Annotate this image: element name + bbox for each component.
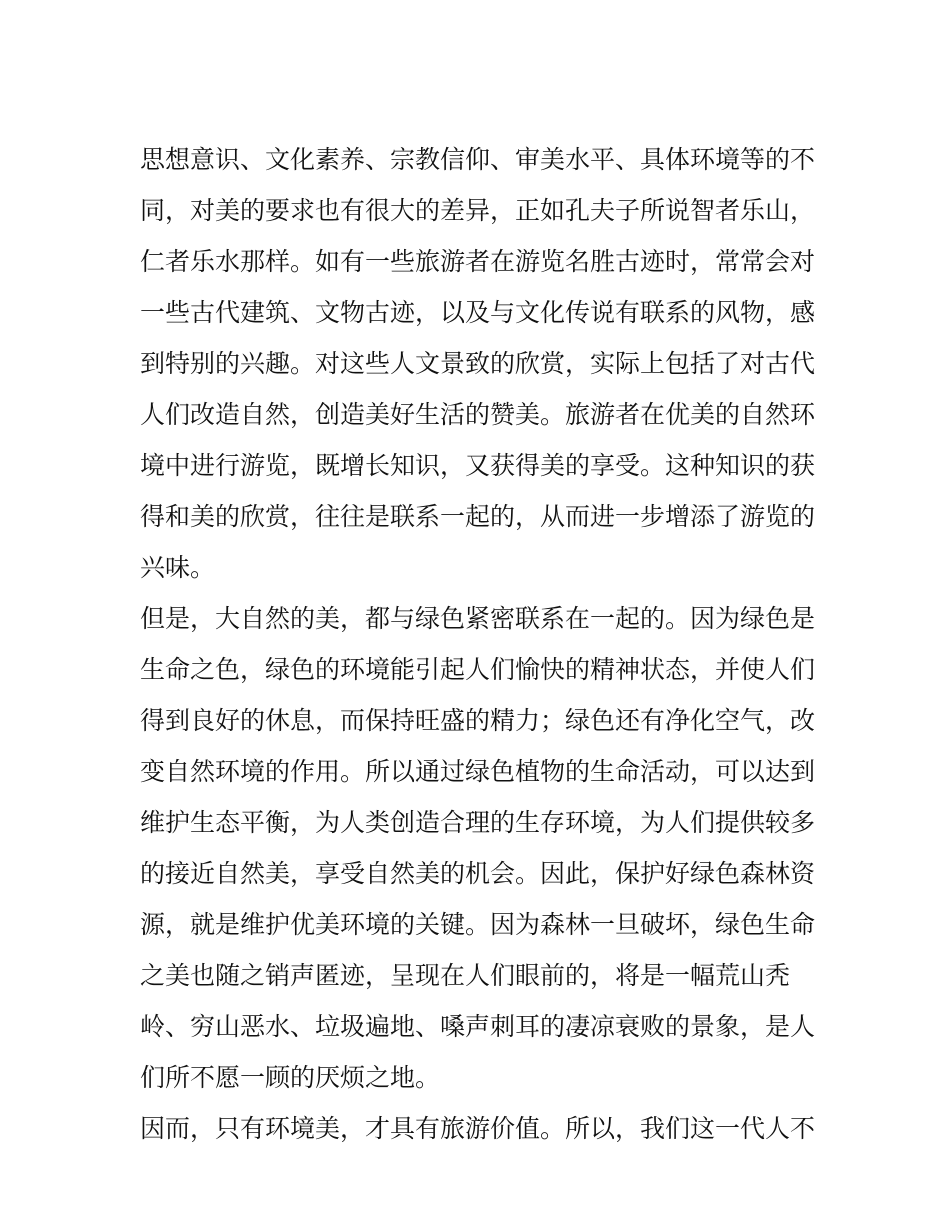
text-line: 兴味。	[140, 553, 216, 582]
text-line: 境中进行游览，既增长知识，又获得美的享受。这种知识的获	[140, 451, 816, 480]
text-line: 人们改造自然，创造美好生活的赞美。旅游者在优美的自然环	[140, 400, 816, 429]
text-line: 思想意识、文化素养、宗教信仰、审美水平、具体环境等的不	[140, 145, 816, 174]
text-line: 们所不愿一顾的厌烦之地。	[140, 1063, 441, 1092]
text-line: 维护生态平衡，为人类创造合理的生存环境，为人们提供较多	[140, 808, 816, 837]
text-line: 的接近自然美，享受自然美的机会。因此，保护好绿色森林资	[140, 859, 816, 888]
text-line: 因而，只有环境美，才具有旅游价值。所以，我们这一代人不	[140, 1114, 816, 1143]
text-line: 得到良好的休息，而保持旺盛的精力；绿色还有净化空气，改	[140, 706, 816, 735]
text-line: 仁者乐水那样。如有一些旅游者在游览名胜古迹时，常常会对	[140, 247, 816, 276]
text-line: 变自然环境的作用。所以通过绿色植物的生命活动，可以达到	[140, 757, 816, 786]
text-line: 但是，大自然的美，都与绿色紧密联系在一起的。因为绿色是	[140, 604, 816, 633]
body-text	[140, 134, 820, 1154]
text-line: 到特别的兴趣。对这些人文景致的欣赏，实际上包括了对古代	[140, 349, 816, 378]
text-line: 岭、穷山恶水、垃圾遍地、嗓声刺耳的凄凉衰败的景象，是人	[140, 1012, 816, 1041]
text-line: 得和美的欣赏，往往是联系一起的，从而进一步增添了游览的	[140, 502, 816, 531]
text-line: 源，就是维护优美环境的关键。因为森林一旦破坏，绿色生命	[140, 910, 816, 939]
text-line: 一些古代建筑、文物古迹，以及与文化传说有联系的风物，感	[140, 298, 816, 327]
text-line: 之美也随之销声匿迹，呈现在人们眼前的，将是一幅荒山秃	[140, 961, 791, 990]
text-line: 生命之色，绿色的环境能引起人们愉快的精神状态，并使人们	[140, 655, 816, 684]
text-line: 同，对美的要求也有很大的差异，正如孔夫子所说智者乐山，	[140, 196, 816, 225]
